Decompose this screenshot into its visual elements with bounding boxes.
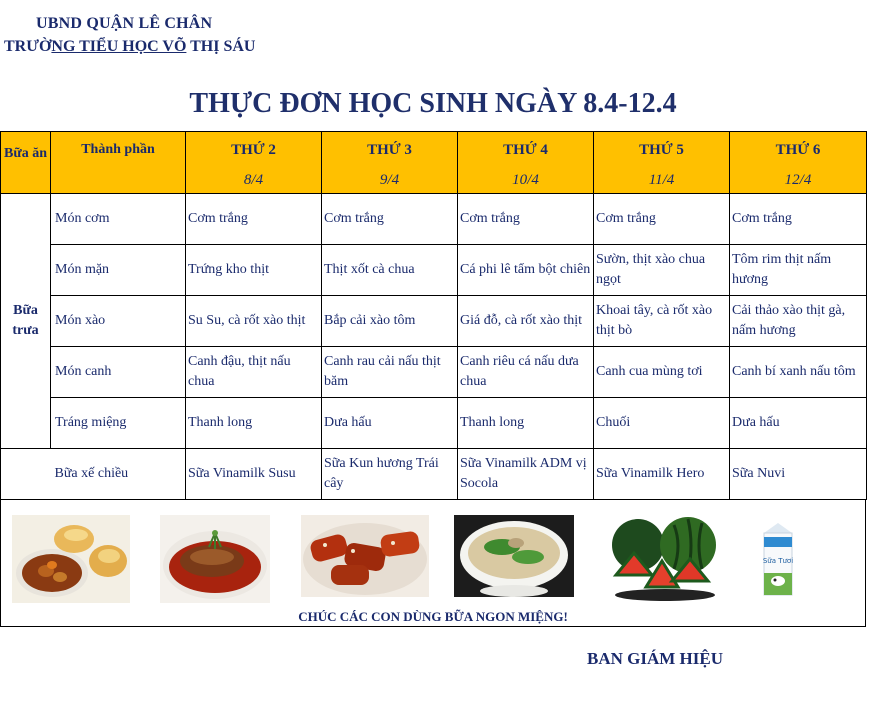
menu-cell: Tôm rim thịt nấm hương (730, 245, 867, 296)
component-label: Món canh (51, 347, 186, 398)
menu-cell: Sườn, thịt xào chua ngọt (594, 245, 730, 296)
menu-cell: Sữa Vinamilk ADM vị Socola (458, 449, 594, 500)
component-label: Món xào (51, 296, 186, 347)
day-name: THỨ 3 (367, 142, 412, 158)
page-title: THỰC ĐƠN HỌC SINH NGÀY 8.4-12.4 (189, 88, 677, 119)
milk-carton-photo (758, 521, 798, 601)
col-header-meal: Bữa ăn (1, 132, 51, 194)
component-label: Tráng miệng (51, 398, 186, 449)
meal-lunch-label: Bữa trưa (1, 194, 51, 449)
table-row (1, 347, 867, 398)
menu-cell: Giá đỗ, cà rốt xào thịt (458, 296, 594, 347)
school-name (4, 38, 255, 56)
menu-cell: Thanh long (186, 398, 322, 449)
soup-bowl-photo (454, 515, 574, 597)
menu-cell: Sữa Vinamilk Susu (186, 449, 322, 500)
menu-cell: Canh cua mùng tơi (594, 347, 730, 398)
school-name-prefix: TRƯỜ (4, 38, 52, 55)
menu-cell: Trứng kho thịt (186, 245, 322, 296)
menu-cell: Cá phi lê tẩm bột chiên (458, 245, 594, 296)
district-name: UBND QUẬN LÊ CHÂN (36, 15, 213, 32)
day-date: 8/4 (243, 172, 264, 188)
menu-cell: Su Su, cà rốt xào thịt (186, 296, 322, 347)
col-header-component: Thành phần (51, 132, 186, 194)
col-header-day (186, 132, 322, 194)
fish-tomato-photo (160, 515, 270, 603)
menu-cell: Dưa hấu (322, 398, 458, 449)
meal-afternoon-spacer (1, 449, 51, 500)
col-header-day (730, 132, 867, 194)
col-header-day (594, 132, 730, 194)
menu-cell: Cơm trắng (186, 194, 322, 245)
component-label: Bữa xế chiều (51, 449, 186, 500)
day-date: 11/4 (648, 172, 675, 188)
col-header-day (458, 132, 594, 194)
day-name: THỨ 2 (231, 142, 276, 158)
school-name-suffix: THỊ SÁU (186, 38, 256, 55)
stew-bread-photo (12, 515, 130, 603)
food-images-panel (0, 499, 866, 627)
menu-cell: Sữa Nuvi (730, 449, 867, 500)
table-row (1, 245, 867, 296)
menu-cell: Cơm trắng (730, 194, 867, 245)
menu-cell: Cải thảo xào thịt gà, nấm hương (730, 296, 867, 347)
menu-cell: Khoai tây, cà rốt xào thịt bò (594, 296, 730, 347)
menu-cell: Thịt xốt cà chua (322, 245, 458, 296)
table-header-row (1, 132, 867, 194)
table-row (1, 398, 867, 449)
day-date: 9/4 (379, 172, 400, 188)
school-name-underlined: NG TIỂU HỌC VÕ (51, 38, 187, 55)
day-name: THỨ 4 (503, 142, 548, 158)
menu-cell: Canh đậu, thịt nấu chua (186, 347, 322, 398)
signature-label: BAN GIÁM HIỆU (587, 649, 724, 668)
menu-cell: Cơm trắng (322, 194, 458, 245)
menu-cell: Cơm trắng (594, 194, 730, 245)
menu-cell: Bắp cải xào tôm (322, 296, 458, 347)
table-row (1, 449, 867, 500)
menu-cell: Chuối (594, 398, 730, 449)
day-date: 10/4 (512, 172, 539, 188)
menu-cell: Dưa hấu (730, 398, 867, 449)
menu-cell: Canh rau cải nấu thịt băm (322, 347, 458, 398)
menu-cell: Canh riêu cá nấu dưa chua (458, 347, 594, 398)
menu-cell: Sữa Kun hương Trái cây (322, 449, 458, 500)
component-label: Món cơm (51, 194, 186, 245)
menu-cell: Sữa Vinamilk Hero (594, 449, 730, 500)
day-name: THỨ 5 (639, 142, 684, 158)
footer-message: CHÚC CÁC CON DÙNG BỮA NGON MIỆNG! (298, 609, 568, 624)
menu-cell: Canh bí xanh nấu tôm (730, 347, 867, 398)
menu-cell: Cơm trắng (458, 194, 594, 245)
menu-cell: Thanh long (458, 398, 594, 449)
menu-table (0, 131, 867, 500)
watermelon-photo (610, 515, 720, 603)
col-header-day (322, 132, 458, 194)
milk-carton-label: Sữa Tươi (762, 557, 794, 565)
day-date: 12/4 (784, 172, 812, 188)
glazed-ribs-photo (301, 515, 429, 597)
table-row (1, 194, 867, 245)
day-name: THỨ 6 (775, 142, 821, 158)
component-label: Món mặn (51, 245, 186, 296)
table-row (1, 296, 867, 347)
